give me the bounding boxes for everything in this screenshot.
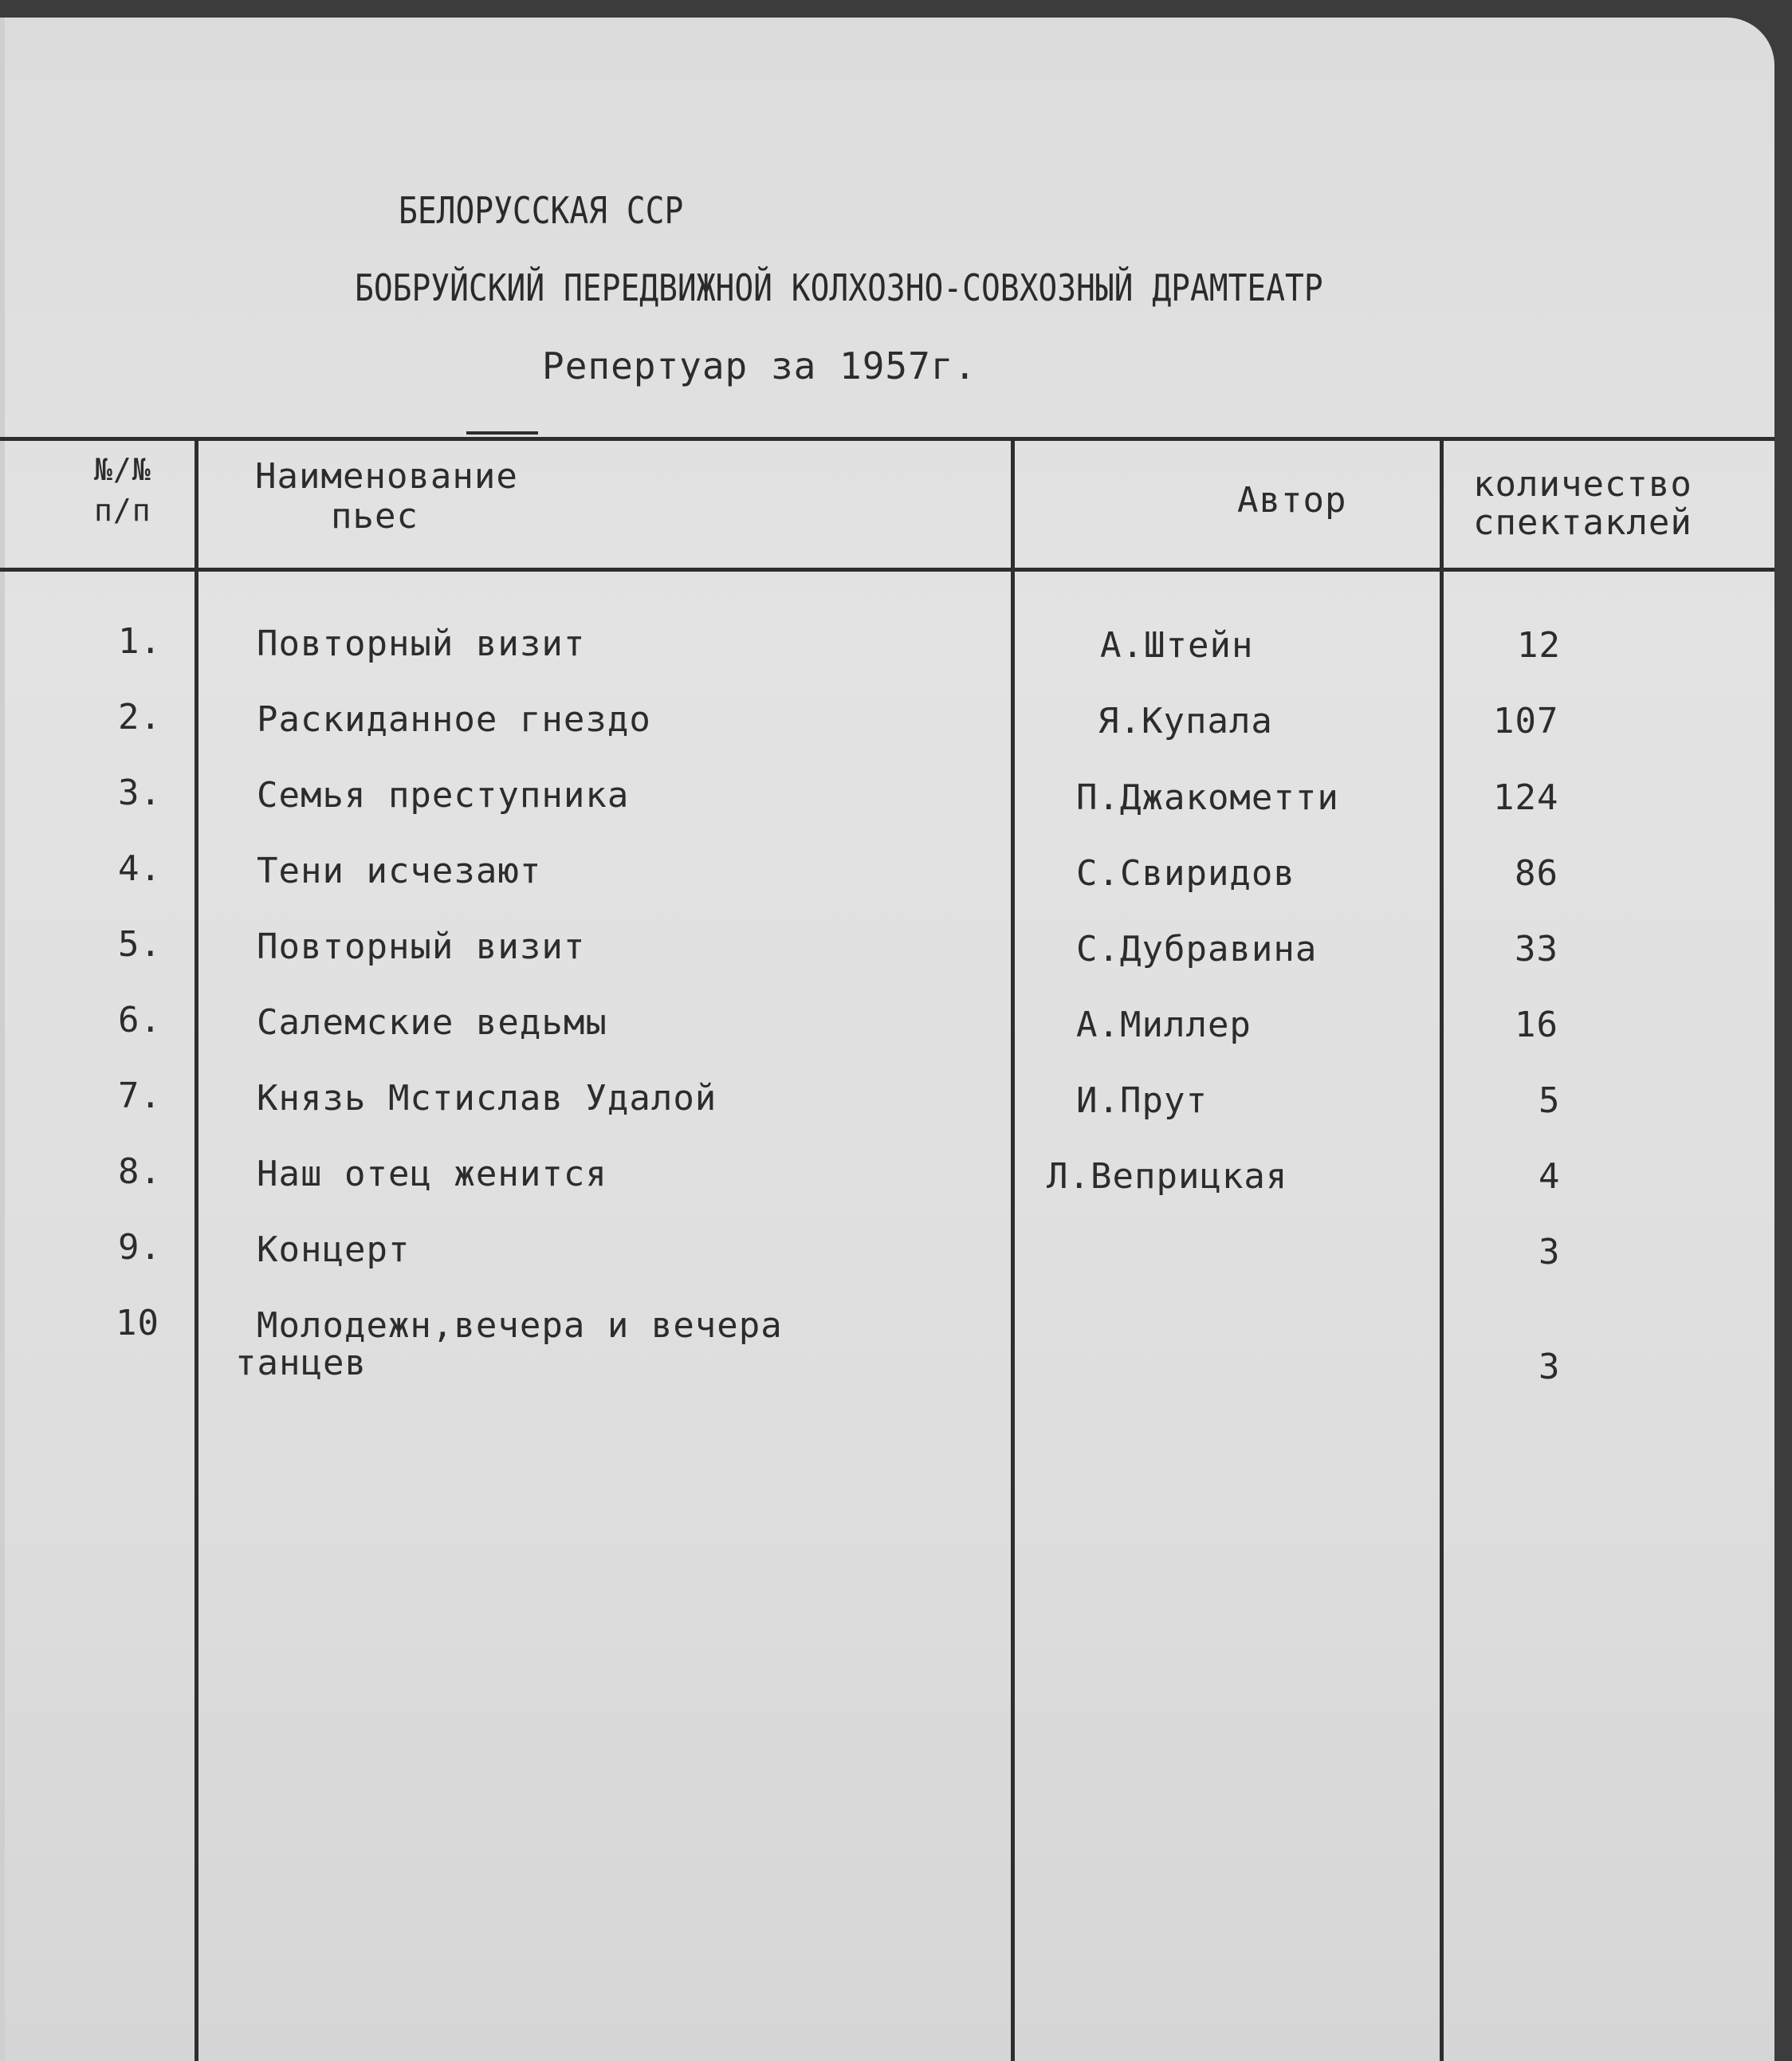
row-2-title: Раскиданное гнездо: [257, 699, 651, 740]
theatre-heading: БОБРУЙСКИЙ ПЕРЕДВИЖНОЙ КОЛХОЗНО-СОВХОЗНЫЙ ДРАМТЕАТР: [355, 266, 1323, 309]
row-6-count: 16: [1515, 1005, 1558, 1045]
row-5-count: 33: [1515, 929, 1558, 970]
repertoire-title: Репертуар за 1957г.: [542, 344, 977, 387]
row-5-title: Повторный визит: [257, 926, 586, 967]
header-num-line2: п/п: [94, 493, 151, 528]
row-6-title: Салемские ведьмы: [257, 1002, 607, 1043]
row-5-author: С.Дубравина: [1076, 929, 1318, 970]
document-page: [0, 18, 1774, 2061]
row-3-count: 124: [1493, 777, 1559, 818]
row-7-num: 7.: [118, 1076, 162, 1116]
row-4-author: С.Свиридов: [1076, 853, 1295, 894]
title-underline-mark: [466, 431, 538, 435]
row-10-count: 3: [1539, 1347, 1561, 1387]
row-8-title: Наш отец женится: [257, 1154, 607, 1194]
header-title-line2: пьес: [331, 496, 419, 537]
table-header-rule: [0, 568, 1774, 572]
row-4-num: 4.: [118, 848, 162, 889]
header-author: Автор: [1237, 480, 1347, 521]
row-10-title-line1: Молодежн,вечера и вечера: [257, 1305, 783, 1346]
column-divider-1: [195, 440, 198, 2061]
row-1-num: 1.: [118, 621, 162, 662]
row-10-title-line2: танцев: [235, 1343, 367, 1383]
row-7-count: 5: [1539, 1080, 1561, 1121]
row-9-count: 3: [1539, 1232, 1561, 1272]
row-7-author: И.Прут: [1076, 1080, 1208, 1121]
header-count-line1: количество: [1473, 464, 1692, 505]
row-6-num: 6.: [118, 1000, 162, 1040]
row-3-num: 3.: [118, 773, 162, 813]
row-5-num: 5.: [118, 924, 162, 965]
row-2-num: 2.: [118, 697, 162, 737]
header-count-line2: спектаклей: [1473, 502, 1692, 543]
row-8-author: Л.Веприцкая: [1047, 1156, 1288, 1197]
header-num-line1: №/№: [94, 452, 151, 487]
row-3-title: Семья преступника: [257, 775, 630, 816]
row-3-author: П.Джакометти: [1076, 777, 1339, 818]
column-divider-3: [1440, 440, 1444, 2061]
row-8-num: 8.: [118, 1151, 162, 1192]
republic-heading: БЕЛОРУССКАЯ ССР: [399, 189, 684, 232]
row-4-count: 86: [1515, 853, 1558, 894]
row-4-title: Тени исчезают: [257, 851, 542, 891]
header-title-line1: Наименование: [255, 456, 518, 497]
table-top-rule: [0, 437, 1774, 441]
row-10-num: 10: [116, 1303, 159, 1343]
row-1-author: А.Штейн: [1100, 625, 1254, 666]
row-1-count: 12: [1517, 625, 1561, 666]
row-9-num: 9.: [118, 1227, 162, 1268]
row-2-author: Я.Купала: [1098, 701, 1273, 741]
row-9-title: Концерт: [257, 1229, 411, 1270]
row-8-count: 4: [1539, 1156, 1561, 1197]
row-7-title: Князь Мстислав Удалой: [257, 1078, 717, 1119]
row-2-count: 107: [1493, 701, 1559, 741]
column-divider-2: [1011, 440, 1015, 2061]
row-1-title: Повторный визит: [257, 623, 586, 664]
page-edge: [0, 18, 5, 2061]
row-6-author: А.Миллер: [1076, 1005, 1252, 1045]
